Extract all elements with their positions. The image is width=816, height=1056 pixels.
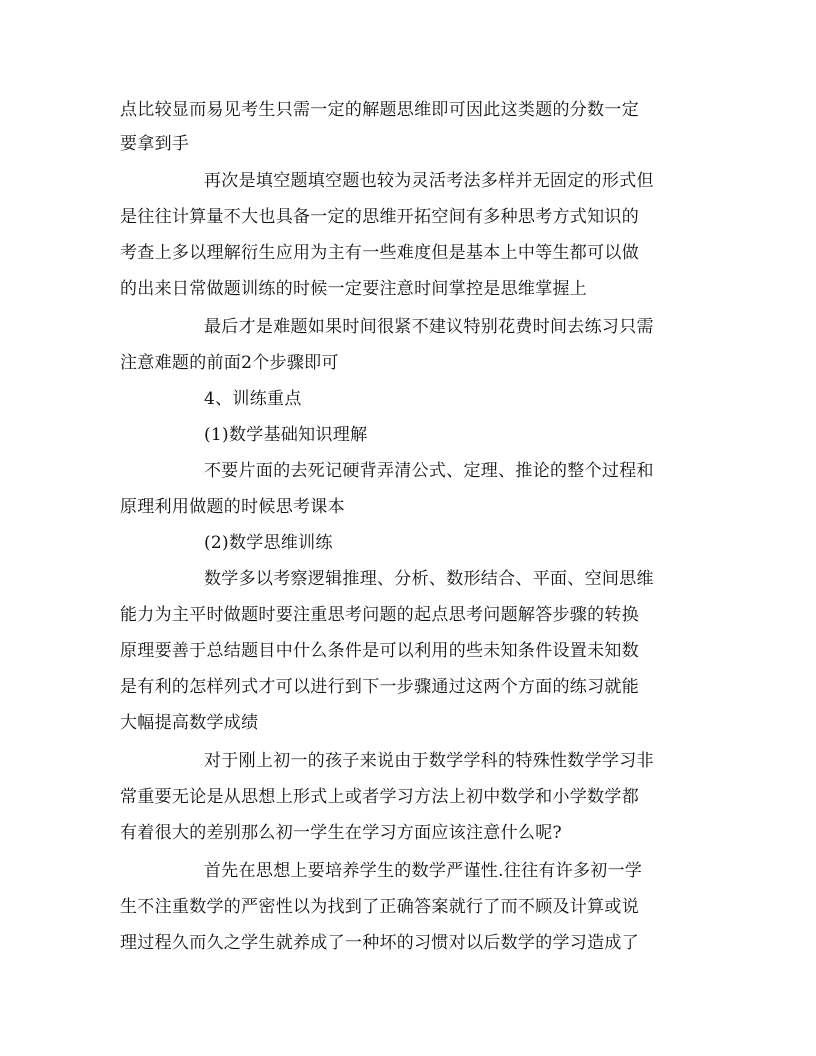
text-line-19: 对于刚上初一的孩子来说由于数学学科的特殊性数学学习非 (204, 751, 654, 771)
text-line-6: 的出来日常做题训练的时候一定要注意时间掌控是思维掌握上 (120, 279, 588, 299)
text-line-17: 是有利的怎样列式才可以进行到下一步骤通过这两个方面的练习就能 (120, 677, 639, 697)
text-line-16: 原理要善于总结题目中什么条件是可以利用的些未知条件设置未知数 (120, 641, 639, 661)
text-line-1: 点比较显而易见考生只需一定的解题思维即可因此这类题的分数一定 (120, 100, 639, 120)
text-line-3: 再次是填空题填空题也较为灵活考法多样并无固定的形式但 (204, 171, 654, 191)
text-line-21: 有着很大的差别那么初一学生在学习方面应该注意什么呢? (120, 823, 562, 843)
text-line-5: 考查上多以理解衍生应用为主有一些难度但是基本上中等生都可以做 (120, 243, 639, 263)
text-line-22: 首先在思想上要培养学生的数学严谨性.往往有许多初一学 (204, 861, 643, 881)
section-heading: 4、训练重点 (204, 389, 302, 409)
text-line-18: 大幅提高数学成绩 (120, 713, 259, 733)
text-line-11: 不要片面的去死记硬背弄清公式、定理、推论的整个过程和 (204, 461, 654, 481)
text-line-14: 数学多以考察逻辑推理、分析、数形结合、平面、空间思维 (204, 569, 654, 589)
text-line-15: 能力为主平时做题时要注重思考问题的起点思考问题解答步骤的转换 (120, 605, 639, 625)
text-line-7: 最后才是难题如果时间很紧不建议特别花费时间去练习只需 (204, 317, 654, 337)
text-line-4: 是往往计算量不大也具备一定的思维开拓空间有多种思考方式知识的 (120, 207, 639, 227)
subheading-2: (2)数学思维训练 (204, 533, 333, 553)
text-line-2: 要拿到手 (120, 134, 190, 154)
text-line-23: 生不注重数学的严密性以为找到了正确答案就行了而不顾及计算或说 (120, 897, 639, 917)
text-line-20: 常重要无论是从思想上形式上或者学习方法上初中数学和小学数学都 (120, 787, 639, 807)
text-line-8: 注意难题的前面2个步骤即可 (120, 353, 339, 373)
text-line-12: 原理利用做题的时候思考课本 (120, 497, 345, 517)
text-line-24: 理过程久而久之学生就养成了一种坏的习惯对以后数学的学习造成了 (120, 933, 639, 953)
subheading-1: (1)数学基础知识理解 (204, 425, 368, 445)
